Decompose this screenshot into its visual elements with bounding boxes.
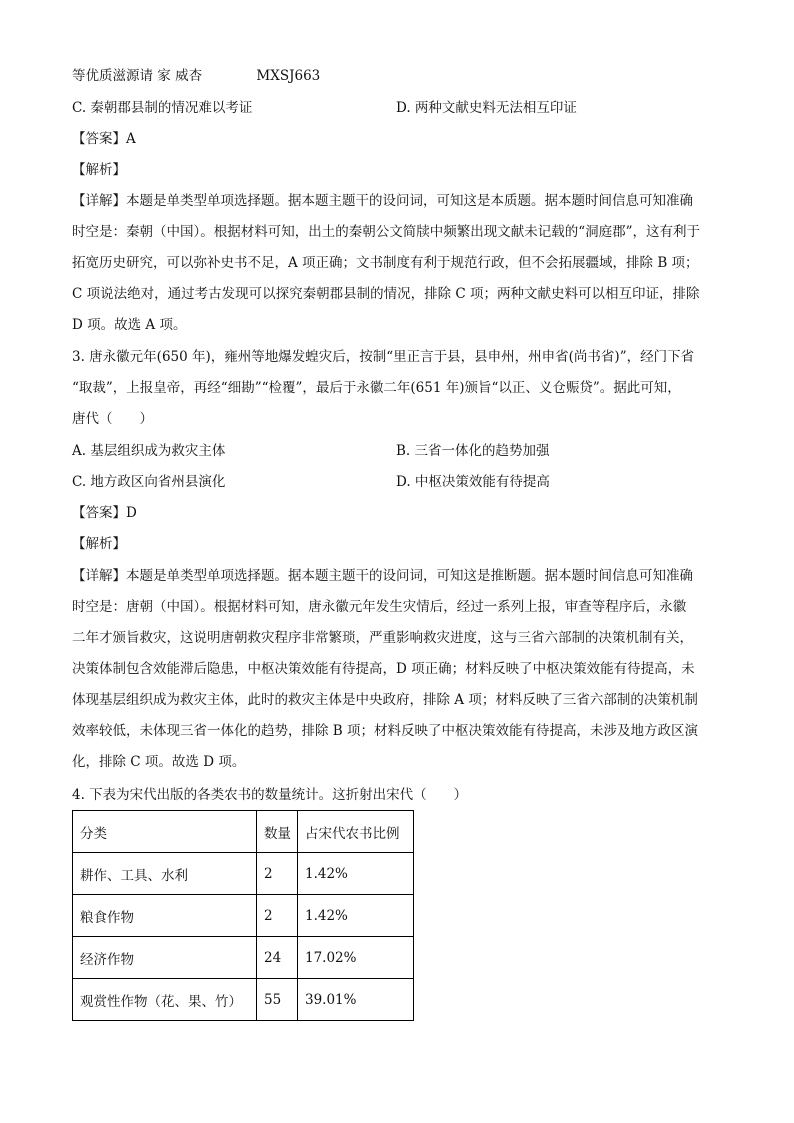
- q3-option-a: A. 基层组织成为救灾主体: [72, 443, 226, 459]
- q3-stem-line: “取裁”，上报皇帝，再经“细勘”“检覆”，最后于永徽二年(651 年)颁旨“以正、义仓赈贷”。据此可知，: [72, 380, 681, 396]
- header-code: MXSJ663: [256, 68, 321, 84]
- table-row: [73, 937, 414, 979]
- q2-detail-line: 【详解】本题是单类型单项选择题。据本题主题干的设问词，可知这是本质题。据本题时间信息可知准确: [72, 193, 693, 209]
- q3-answer: 【答案】D: [72, 505, 137, 521]
- q2-detail: [72, 191, 724, 346]
- table-cell: 55: [257, 979, 298, 1021]
- q3-detail-line: 二年才颁旨救灾，这说明唐朝救灾程序非常繁琐，严重影响救灾进度，这与三省六部制的决策机制有关，: [72, 630, 693, 646]
- q3-stem-line: 3. 唐永徽元年(650 年)，雍州等地爆发蝗灾后，按制“里正言于县，县申州，州申省(尚书省)”，经门下省: [72, 349, 695, 365]
- table-header-count: 数量: [257, 811, 298, 853]
- table-cell: 17.02%: [298, 937, 414, 979]
- table-cell: 2: [257, 895, 298, 937]
- q2-answer: 【答案】A: [72, 131, 136, 147]
- table-cell: 1.42%: [298, 853, 414, 895]
- table-row: [73, 979, 414, 1021]
- q4-table: [72, 810, 414, 1021]
- q3-options-row-2: [72, 472, 732, 492]
- q3-detail-line: 效率较低，未体现三省一体化的趋势，排除 B 项；材料反映了中枢决策效能有待提高，未涉及地方政区演: [72, 723, 699, 739]
- table-row: [73, 853, 414, 895]
- q2-option-d: D. 两种文献史料无法相互印证: [396, 100, 577, 116]
- q3-options-row-1: [72, 441, 732, 461]
- q3-detail-line: 时空是：唐朝（中国）。根据材料可知，唐永徽元年发生灾情后，经过一系列上报，审查等程序后，永徽: [72, 599, 687, 615]
- table-cell: 经济作物: [73, 937, 257, 979]
- q3-detail-line: 【详解】本题是单类型单项选择题。据本题主题干的设问词，可知这是推断题。据本题时间信息可知准确: [72, 568, 693, 584]
- table-header-category: 分类: [73, 811, 257, 853]
- header-text: 等优质滋源请 家 威杏: [72, 68, 203, 84]
- q3-stem-line: 唐代（ ）: [72, 411, 153, 427]
- q2-analysis-label: 【解析】: [72, 162, 126, 178]
- q3-detail-line: 化，排除 C 项。故选 D 项。: [72, 754, 246, 770]
- q3-detail-line: 决策体制包含效能滞后隐患，中枢决策效能有待提高，D 项正确；材料反映了中枢决策效能有待提高，未: [72, 661, 695, 677]
- table-header-row: [73, 811, 414, 853]
- q3-detail-line: 体现基层组织成为救灾主体，此时的救灾主体是中央政府，排除 A 项；材料反映了三省六部制的决策机制: [72, 692, 698, 708]
- q2-detail-line: C 项说法绝对，通过考古发现可以探究秦朝郡县制的情况，排除 C 项；两种文献史料可以相互印证，排除: [72, 286, 700, 302]
- table-row: [73, 895, 414, 937]
- q3-option-c: C. 地方政区向省州县演化: [72, 474, 226, 490]
- table-cell: 耕作、工具、水利: [73, 853, 257, 895]
- q2-options-row: [72, 98, 732, 118]
- table-cell: 24: [257, 937, 298, 979]
- q4-stem: 4. 下表为宋代出版的各类农书的数量统计。这折射出宋代（ ）: [72, 787, 468, 803]
- q3-option-b: B. 三省一体化的趋势加强: [396, 443, 550, 459]
- table-cell: 观赏性作物（花、果、竹）: [73, 979, 257, 1021]
- q2-detail-line: 时空是：秦朝（中国）。根据材料可知，出土的秦朝公文简牍中频繁出现文献未记载的“洞庭郡”，这有利于: [72, 224, 701, 240]
- table-header-ratio: 占宋代农书比例: [298, 811, 414, 853]
- table-cell: 粮食作物: [73, 895, 257, 937]
- q3-stem: [72, 347, 724, 440]
- q2-option-c: C. 秦朝郡县制的情况难以考证: [72, 100, 253, 116]
- q2-detail-line: D 项。故选 A 项。: [72, 317, 187, 333]
- q3-option-d: D. 中枢决策效能有待提高: [396, 474, 550, 490]
- page-header: [72, 66, 320, 86]
- table-cell: 39.01%: [298, 979, 414, 1021]
- q3-analysis-label: 【解析】: [72, 536, 126, 552]
- q3-detail: [72, 566, 724, 783]
- table-cell: 2: [257, 853, 298, 895]
- table-cell: 1.42%: [298, 895, 414, 937]
- q2-detail-line: 拓宽历史研究，可以弥补史书不足，A 项正确；文书制度有利于规范行政，但不会拓展疆域，排除 B 项；: [72, 255, 699, 271]
